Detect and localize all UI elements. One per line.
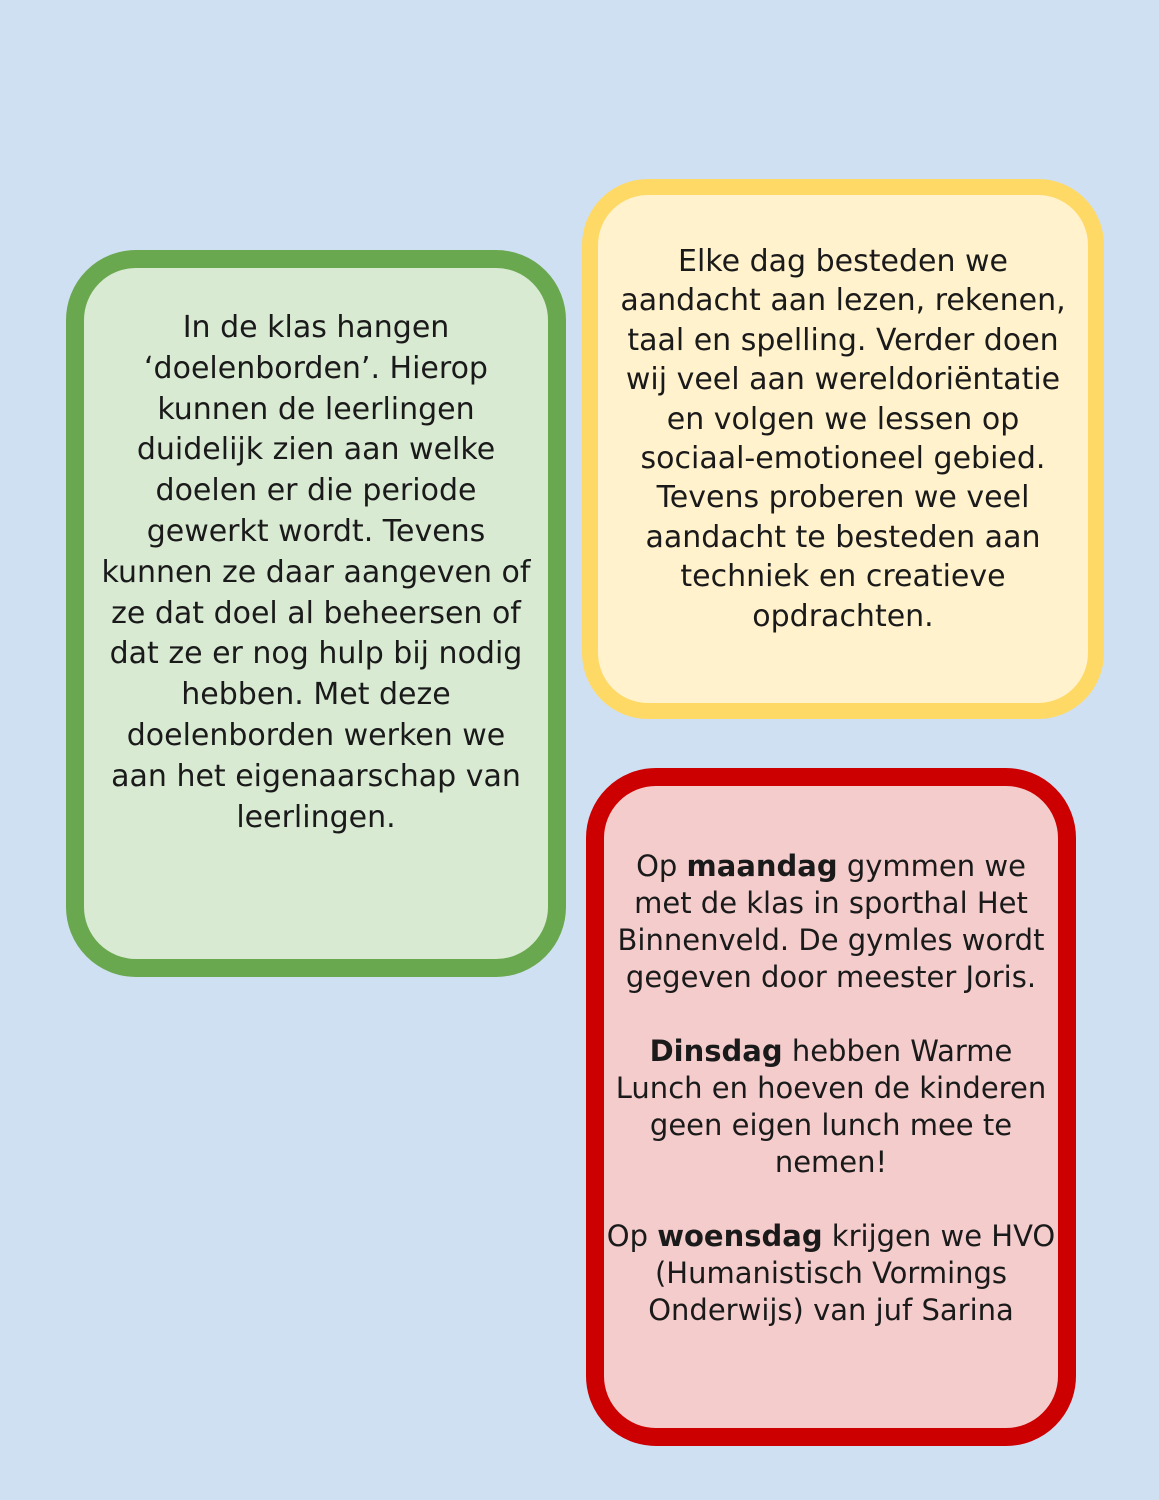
weekly-schedule-card (586, 768, 1076, 1446)
daily-lessons-card (582, 179, 1104, 719)
doelenborden-text: In de klas hangen ‘doelenborden’. Hierop kunnen de leerlingen duidelijk zien aan welke doelen er die periode gewerkt wordt. Tevens kunnen ze daar aangeven of ze dat doel al beheersen of dat ze er nog hulp bij nodig hebben. Met deze doelenborden werken we aan het eigenaarschap van leerlingen. (101, 310, 531, 835)
wednesday-paragraph: Op woensdag krijgen we HVO (Humanistisch Vormings Onderwijs) van juf Sarina (606, 1219, 1056, 1327)
daily-lessons-text: Elke dag besteden we aandacht aan lezen, rekenen, taal en spelling. Verder doen wij veel aan wereldoriëntatie en volgen we lessen op sociaal-emotioneel gebied. Tevens proberen we veel aandacht te besteden aan techniek en creatieve opdrachten. (620, 244, 1066, 634)
doelenborden-card (66, 250, 566, 977)
tuesday-paragraph: Dinsdag hebben Warme Lunch en hoeven de kinderen geen eigen lunch mee te nemen! (615, 1034, 1047, 1179)
paragraph-spacer (604, 1181, 1058, 1218)
tuesday-label: Dinsdag (649, 1034, 783, 1068)
weekly-schedule-text (604, 848, 1058, 1329)
monday-label: maandag (686, 849, 838, 883)
monday-paragraph: Op maandag gymmen we met de klas in sporthal Het Binnenveld. De gymles wordt gegeven door meester Joris. (617, 849, 1045, 994)
wednesday-label: woensdag (657, 1219, 823, 1253)
paragraph-spacer (604, 996, 1058, 1033)
